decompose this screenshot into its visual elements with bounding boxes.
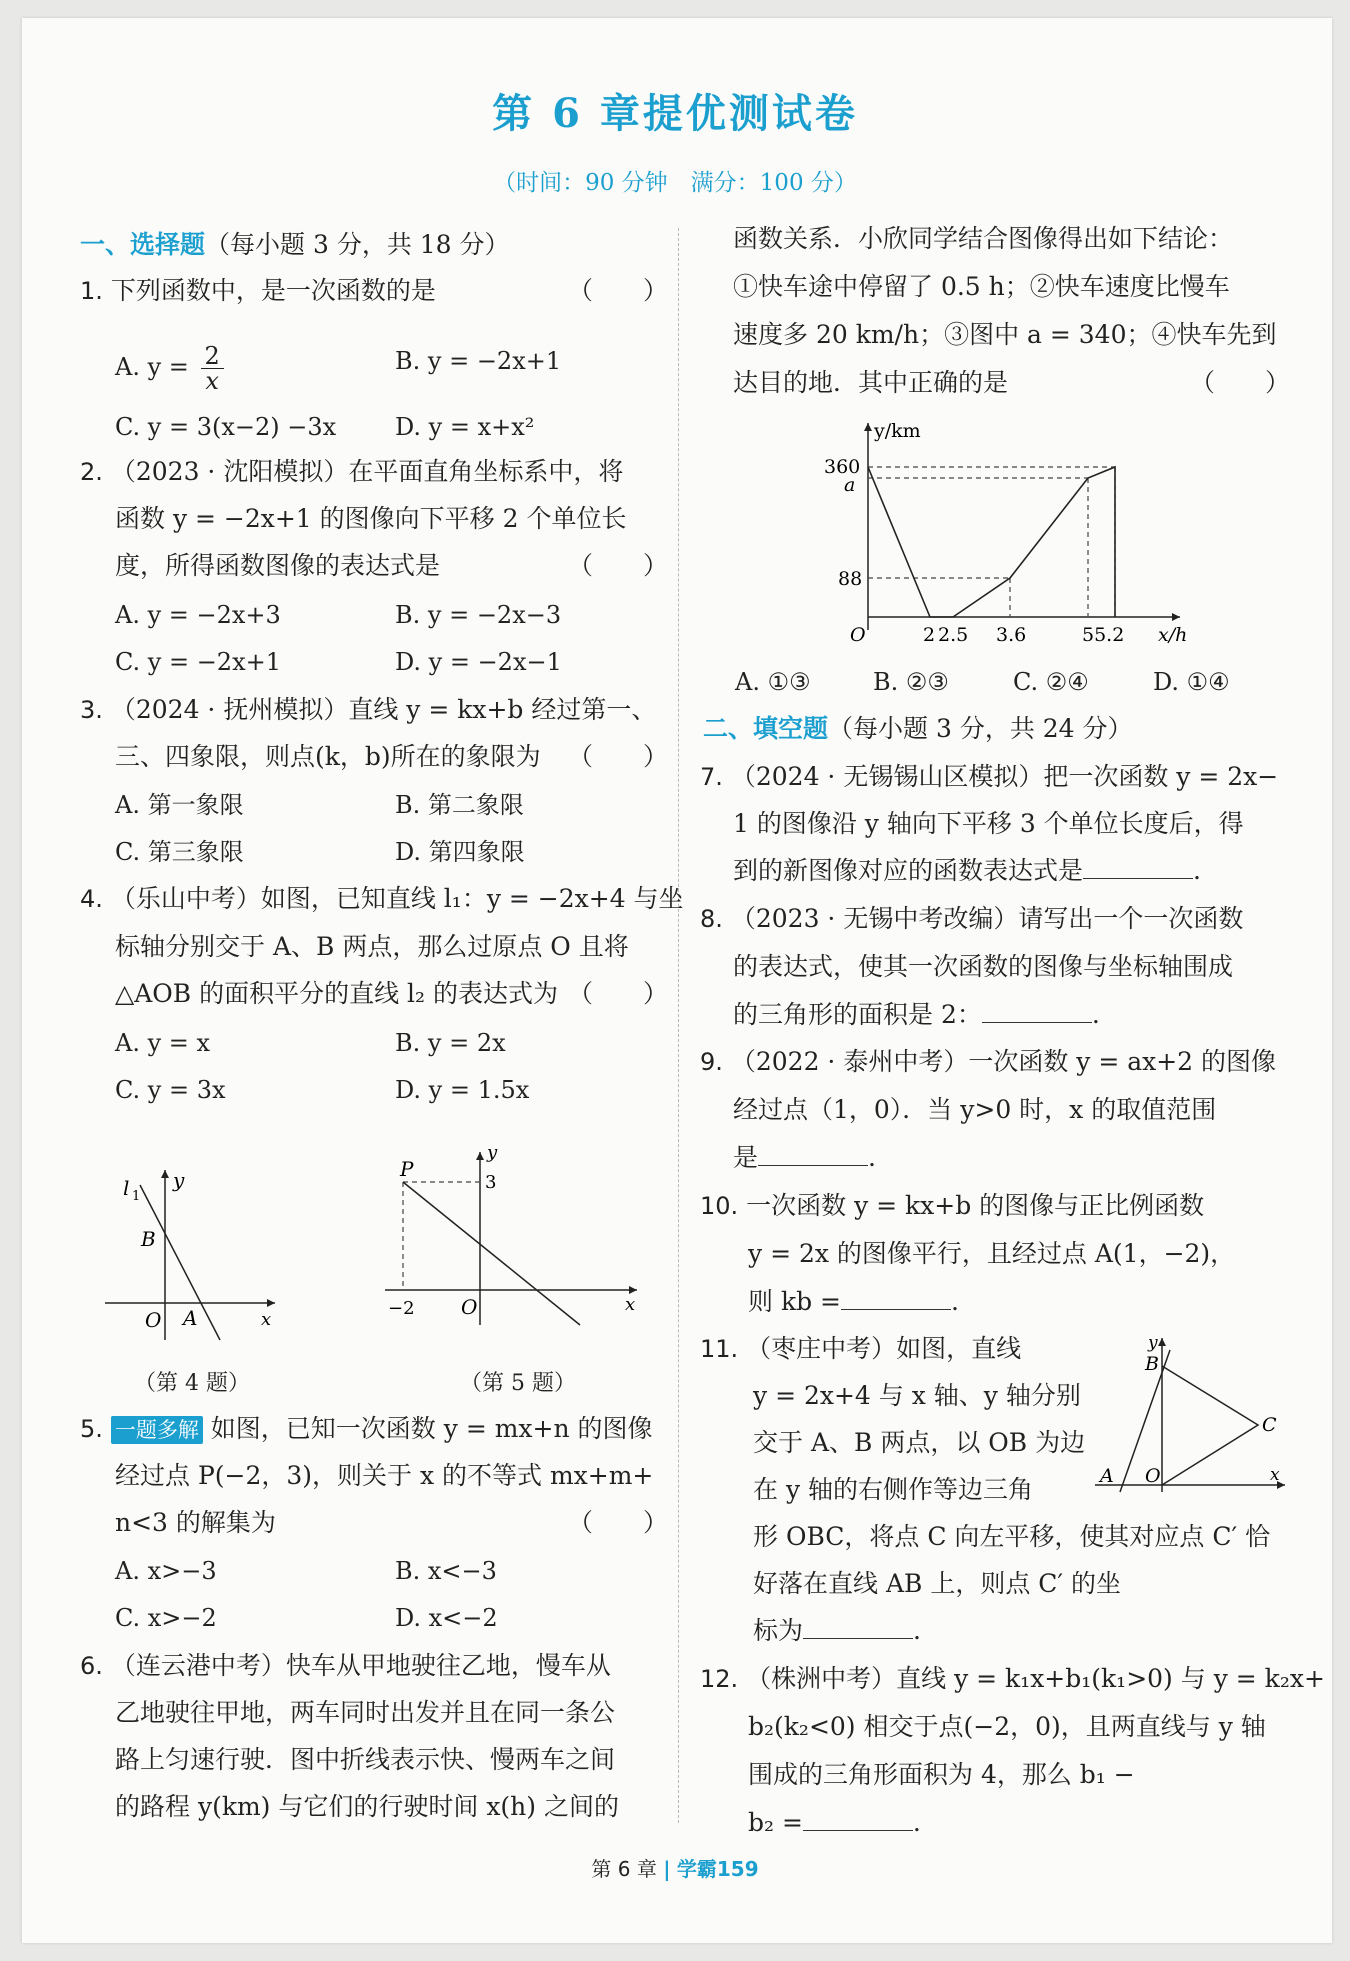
chart6-label-o: O <box>850 624 866 646</box>
q5-option-d: D. x<−2 <box>395 1604 498 1632</box>
exam-info: （时间：90 分钟 满分：100 分） <box>493 170 857 196</box>
chart6-label-88: 88 <box>838 568 863 590</box>
q9-line-3: 是 . <box>733 1143 876 1172</box>
q8-line-3: 的三角形的面积是 2： . <box>733 1000 1100 1029</box>
q5-option-a: A. x>−3 <box>115 1557 217 1585</box>
q6-line-2: 乙地驶往甲地，两车同时出发并且在同一条公 <box>115 1698 616 1727</box>
chart6-ylabel: y/km <box>874 420 921 442</box>
q2-option-d: D. y = −2x−1 <box>395 648 562 676</box>
q12-line-2: b₂(k₂<0) 相交于点(−2，0)，且两直线与 y 轴 <box>748 1712 1266 1741</box>
q2-option-a: A. y = −2x+3 <box>115 601 281 629</box>
chart6-label-3.6: 3.6 <box>996 624 1027 646</box>
q6-line-8: 达目的地．其中正确的是 <box>733 368 1009 397</box>
q11-line-5: 形 OBC，将点 C 向左平移，使其对应点 C′ 恰 <box>753 1522 1271 1551</box>
q5-option-c: C. x>−2 <box>115 1604 217 1632</box>
fig11-label-b: B <box>1145 1353 1159 1375</box>
footer-separator: | <box>663 1857 671 1881</box>
chart6-y-arrow <box>864 423 872 431</box>
q11-line-3: 交于 A、B 两点，以 OB 为边 <box>753 1428 1086 1457</box>
q4-option-c: C. y = 3x <box>115 1076 226 1104</box>
q9-line-1: 9. （2022 · 泰州中考）一次函数 y = ax+2 的图像 <box>700 1047 1277 1076</box>
q3-line-1: 3. （2024 · 抚州模拟）直线 y = kx+b 经过第一、 <box>80 695 657 724</box>
chart6-polyline <box>868 467 1115 617</box>
q6-option-d: D. ①④ <box>1153 668 1230 696</box>
q11-line-6: 好落在直线 AB 上，则点 C′ 的坐 <box>753 1569 1122 1598</box>
fig11-triangle-obc <box>1162 1366 1258 1485</box>
q3-answer-paren: （ ） <box>568 742 669 771</box>
q2-answer-paren: （ ） <box>568 551 669 580</box>
chart6-xlabel: x/h <box>1158 624 1188 646</box>
chart6-x-arrow <box>1172 613 1180 621</box>
q2-line-2: 函数 y = −2x+1 的图像向下平移 2 个单位长 <box>115 504 627 533</box>
fig5-label-neg2: −2 <box>388 1298 415 1319</box>
q1-option-b: B. y = −2x+1 <box>395 347 562 375</box>
figure-q6-chart <box>820 415 1200 655</box>
chart6-label-a: a <box>844 474 856 496</box>
page-title: 第 6 章提优测试卷 <box>492 90 858 137</box>
section-1-header: 一、选择题（每小题 3 分，共 18 分） <box>80 230 510 259</box>
q10-answer-blank[interactable] <box>841 1287 951 1310</box>
chart6-label-55.2: 55.2 <box>1082 624 1125 646</box>
section-2-header: 二、填空题（每小题 3 分，共 24 分） <box>703 714 1133 743</box>
q6-line-1: 6. （连云港中考）快车从甲地驶往乙地，慢车从 <box>80 1651 611 1680</box>
q4-line-2: 标轴分别交于 A、B 两点，那么过原点 O 且将 <box>115 932 629 961</box>
q6-line-3: 路上匀速行驶．图中折线表示快、慢两车之间 <box>115 1745 616 1774</box>
q4-option-b: B. y = 2x <box>395 1029 506 1057</box>
fig5-label-x: x <box>625 1294 636 1315</box>
fig5-y-arrow <box>476 1152 484 1160</box>
q8-line-1: 8. （2023 · 无锡中考改编）请写出一个一次函数 <box>700 904 1244 933</box>
q6-option-b: B. ②③ <box>873 668 949 696</box>
q11-answer-blank[interactable] <box>803 1616 913 1639</box>
q7-answer-blank[interactable] <box>1083 856 1193 879</box>
q11-line-4: 在 y 轴的右侧作等边三角 <box>753 1475 1034 1504</box>
fig11-label-x: x <box>1270 1465 1280 1485</box>
q3-option-d: D. 第四象限 <box>395 838 525 866</box>
q2-option-c: C. y = −2x+1 <box>115 648 281 676</box>
q3-option-b: B. 第二象限 <box>395 791 524 819</box>
q10-line-1: 10. 一次函数 y = kx+b 的图像与正比例函数 <box>700 1191 1205 1220</box>
q11-line-7: 标为 . <box>753 1616 921 1645</box>
chart6-label-360: 360 <box>824 456 861 478</box>
fig11-label-c: C <box>1262 1414 1277 1436</box>
figure-q5 <box>375 1140 645 1340</box>
multi-solution-badge: 一题多解 <box>111 1416 203 1444</box>
q7-line-3: 到的新图像对应的函数表达式是 . <box>733 856 1201 885</box>
q4-answer-paren: （ ） <box>568 979 669 1008</box>
q8-line-2: 的表达式，使其一次函数的图像与坐标轴围成 <box>733 952 1234 981</box>
q2-option-b: B. y = −2x−3 <box>395 601 562 629</box>
fig4-label-l1-sub: 1 <box>132 1189 141 1204</box>
q6-option-c: C. ②④ <box>1013 668 1089 696</box>
fig4-label-o: O <box>145 1308 162 1332</box>
q3-option-c: C. 第三象限 <box>115 838 244 866</box>
q11-line-2: y = 2x+4 与 x 轴、y 轴分别 <box>753 1381 1081 1410</box>
column-divider <box>678 228 679 1823</box>
q10-line-2: y = 2x 的图像平行，且经过点 A(1，−2)， <box>748 1239 1236 1268</box>
fig5-label-o: O <box>461 1295 478 1319</box>
q5-line-1: 5. 一题多解 如图，已知一次函数 y = mx+n 的图像 <box>80 1414 653 1443</box>
fig5-label-3: 3 <box>485 1172 497 1193</box>
q5-figure-caption: （第 5 题） <box>460 1371 576 1396</box>
fig4-label-b: B <box>141 1227 156 1251</box>
q1-option-d: D. y = x+x² <box>395 413 535 441</box>
fig11-label-a: A <box>1100 1465 1114 1487</box>
fig4-label-x: x <box>261 1309 272 1330</box>
q5-line-3: n<3 的解集为 <box>115 1508 276 1537</box>
q8-answer-blank[interactable] <box>982 1000 1092 1023</box>
q5-answer-paren: （ ） <box>568 1508 669 1537</box>
q6-line-5: 函数关系．小欣同学结合图像得出如下结论： <box>733 224 1234 253</box>
q2-line-3: 度，所得函数图像的表达式是 <box>115 551 441 580</box>
q9-line-2: 经过点（1，0）．当 y>0 时，x 的取值范围 <box>733 1095 1217 1124</box>
fig4-label-a: A <box>183 1306 198 1330</box>
q6-line-6: ①快车途中停留了 0.5 h；②快车速度比慢车 <box>733 272 1230 301</box>
q1-option-c: C. y = 3(x−2) −3x <box>115 413 337 441</box>
q7-line-2: 1 的图像沿 y 轴向下平移 3 个单位长度后，得 <box>733 809 1244 838</box>
q1-answer-paren: （ ） <box>568 276 669 305</box>
fig4-x-arrow <box>267 1299 275 1307</box>
q4-option-a: A. y = x <box>115 1029 211 1057</box>
q10-line-3: 则 kb = . <box>748 1287 959 1316</box>
q1-option-a: A. y = $\frac{2}{x}$ <box>115 344 224 393</box>
fig11-label-o: O <box>1145 1465 1161 1487</box>
fig5-label-p: P <box>400 1157 414 1181</box>
q5-line-2: 经过点 P(−2，3)，则关于 x 的不等式 mx+m+ <box>115 1461 654 1490</box>
footer-brand: 学霸 <box>676 1857 717 1881</box>
q3-option-a: A. 第一象限 <box>115 791 244 819</box>
q12-line-4: b₂ = . <box>748 1808 921 1837</box>
q6-option-a: A. ①③ <box>735 668 811 696</box>
q6-line-7: 速度多 20 km/h；③图中 a = 340；④快车先到 <box>733 320 1277 349</box>
q12-answer-blank[interactable] <box>803 1808 913 1831</box>
q12-line-3: 围成的三角形面积为 4，那么 b₁ − <box>748 1760 1135 1789</box>
page-footer <box>0 1853 1350 1882</box>
q4-option-d: D. y = 1.5x <box>395 1076 530 1104</box>
q9-answer-blank[interactable] <box>758 1143 868 1166</box>
fig11-y-arrow <box>1158 1338 1166 1346</box>
q6-answer-paren: （ ） <box>1190 368 1291 397</box>
footer-page-number: 159 <box>716 1857 759 1881</box>
chart6-label-2: 2 <box>923 624 936 646</box>
q1-stem: 1. 下列函数中，是一次函数的是 <box>80 276 436 305</box>
figure-q4 <box>95 1155 285 1345</box>
q4-line-3: △AOB 的面积平分的直线 l₂ 的表达式为 <box>115 979 559 1008</box>
q3-line-2: 三、四象限，则点(k，b)所在的象限为 <box>115 742 541 771</box>
q5-option-b: B. x<−3 <box>395 1557 497 1585</box>
q4-line-1: 4. （乐山中考）如图，已知直线 l₁：y = −2x+4 与坐 <box>80 884 684 913</box>
fig11-label-y: y <box>1148 1333 1158 1353</box>
q2-line-1: 2. （2023 · 沈阳模拟）在平面直角坐标系中，将 <box>80 457 624 486</box>
fig4-label-y: y <box>173 1168 185 1192</box>
q7-line-1: 7. （2024 · 无锡锡山区模拟）把一次函数 y = 2x− <box>700 762 1279 791</box>
q12-line-1: 12. （株洲中考）直线 y = k₁x+b₁(k₁>0) 与 y = k₂x+ <box>700 1664 1325 1693</box>
fig4-y-arrow <box>161 1170 169 1178</box>
fig5-line <box>403 1182 580 1325</box>
q4-figure-caption: （第 4 题） <box>134 1371 250 1396</box>
q6-line-4: 的路程 y(km) 与它们的行驶时间 x(h) 之间的 <box>115 1792 619 1821</box>
q11-line-1: 11. （枣庄中考）如图，直线 <box>700 1334 1022 1363</box>
fig5-x-arrow <box>629 1286 637 1294</box>
chart6-label-2.5: 2.5 <box>938 624 969 646</box>
fig4-label-l1: l <box>123 1176 130 1200</box>
footer-chapter: 第 6 章 <box>591 1857 657 1881</box>
fig5-label-y: y <box>487 1142 498 1163</box>
figure-q11 <box>1090 1330 1290 1495</box>
